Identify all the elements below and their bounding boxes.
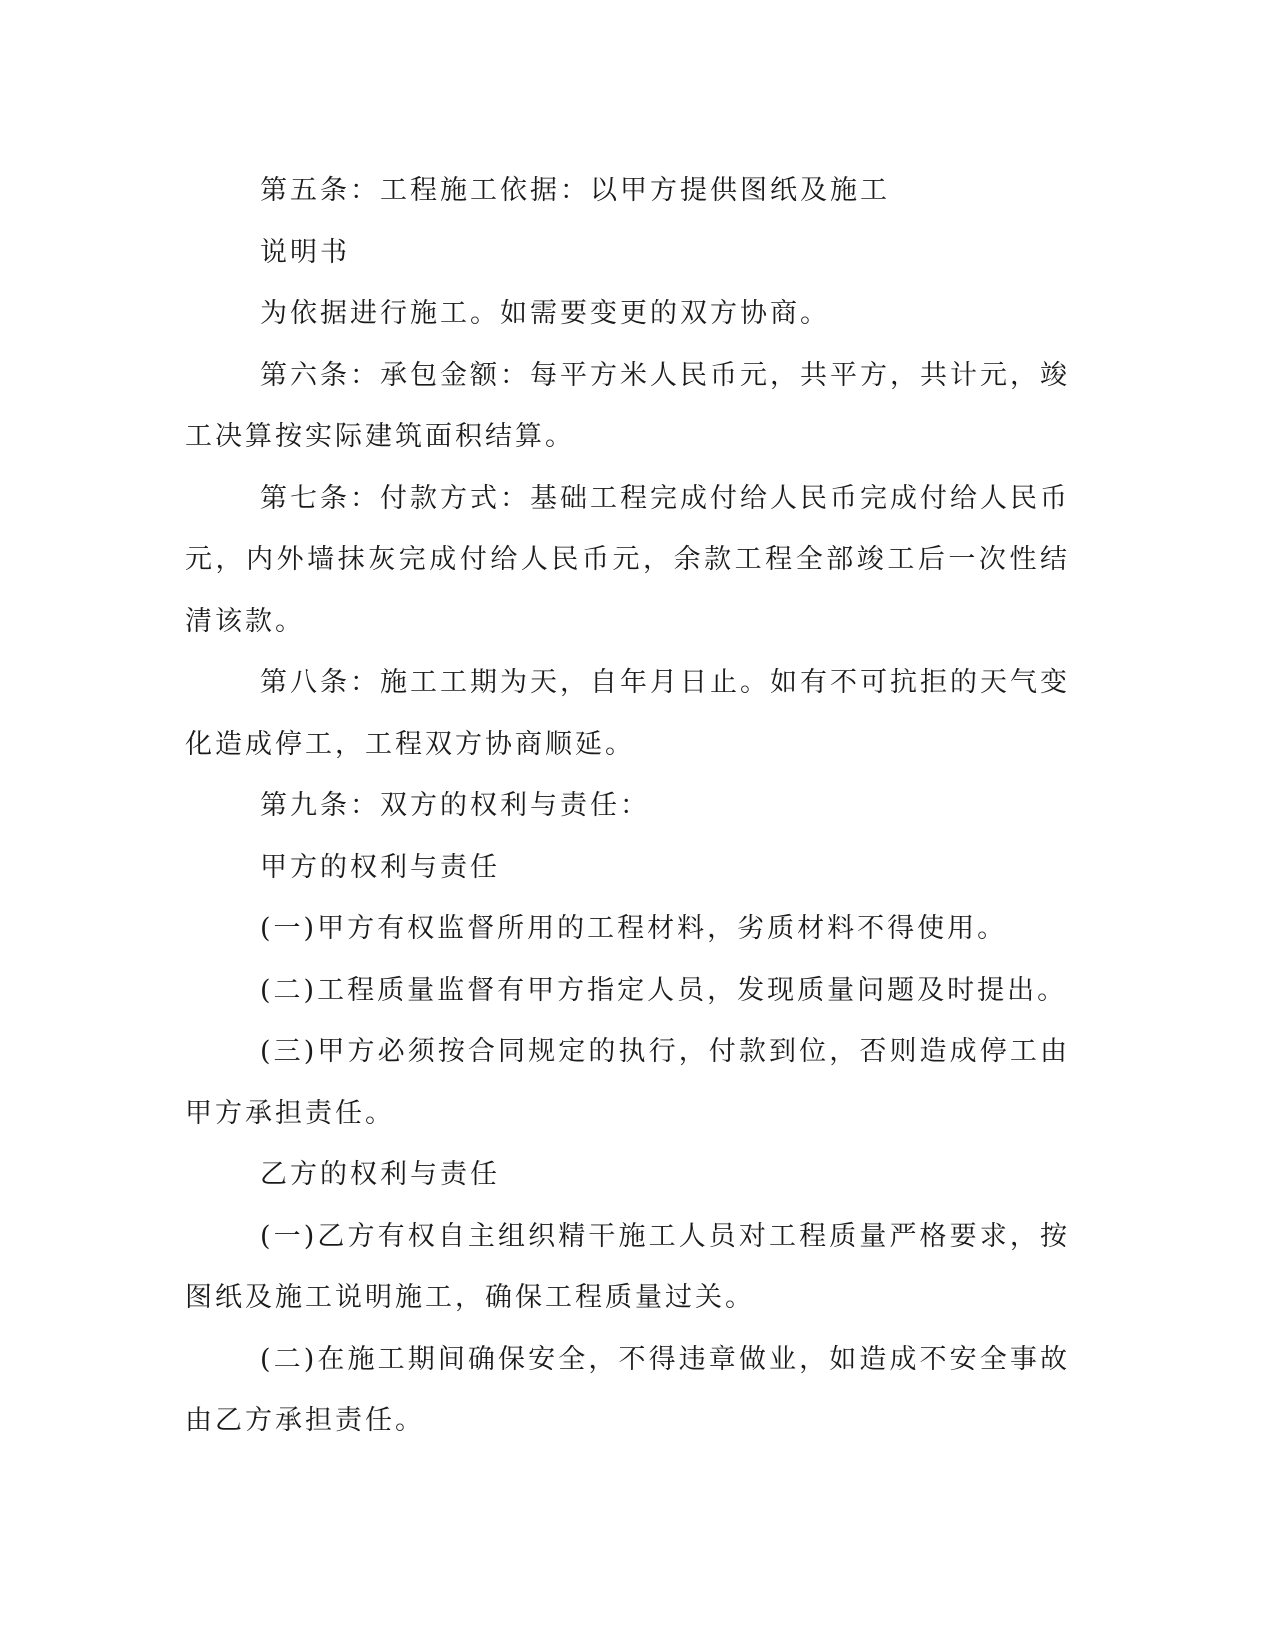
article-6-paragraph: 第六条：承包金额：每平方米人民币元，共平方，共计元，竣工决算按实际建筑面积结算。 <box>185 359 1070 452</box>
article-8-paragraph: 第八条：施工工期为天，自年月日止。如有不可抗拒的天气变化造成停工，工程双方协商顺延。 <box>185 667 1070 760</box>
article-7-paragraph: 第七条：付款方式：基础工程完成付给人民币完成付给人民币元，内外墙抹灰完成付给人民币元，余款工程全部竣工后一次性结清该款。 <box>185 482 1070 637</box>
article-5-line-2: 说明书 <box>260 236 350 268</box>
party-b-item-2: (二)在施工期间确保安全，不得违章做业，如造成不安全事故由乙方承担责任。 <box>185 1343 1070 1436</box>
article-5-line-3: 为依据进行施工。如需要变更的双方协商。 <box>260 298 830 329</box>
article-9-heading: 第九条：双方的权利与责任： <box>260 790 650 821</box>
article-5-line-1: 第五条：工程施工依据：以甲方提供图纸及施工 <box>260 175 890 206</box>
document-body <box>185 160 1070 1452</box>
party-a-item-2: (二)工程质量监督有甲方指定人员，发现质量问题及时提出。 <box>260 974 1068 1006</box>
party-b-item-1: (一)乙方有权自主组织精干施工人员对工程质量严格要求，按图纸及施工说明施工，确保工程质量过关。 <box>185 1220 1070 1313</box>
party-a-item-1: (一)甲方有权监督所用的工程材料，劣质材料不得使用。 <box>260 913 1008 944</box>
party-b-heading: 乙方的权利与责任 <box>260 1159 500 1190</box>
party-a-heading: 甲方的权利与责任 <box>260 851 500 883</box>
party-a-item-3: (三)甲方必须按合同规定的执行，付款到位，否则造成停工由甲方承担责任。 <box>185 1036 1070 1129</box>
